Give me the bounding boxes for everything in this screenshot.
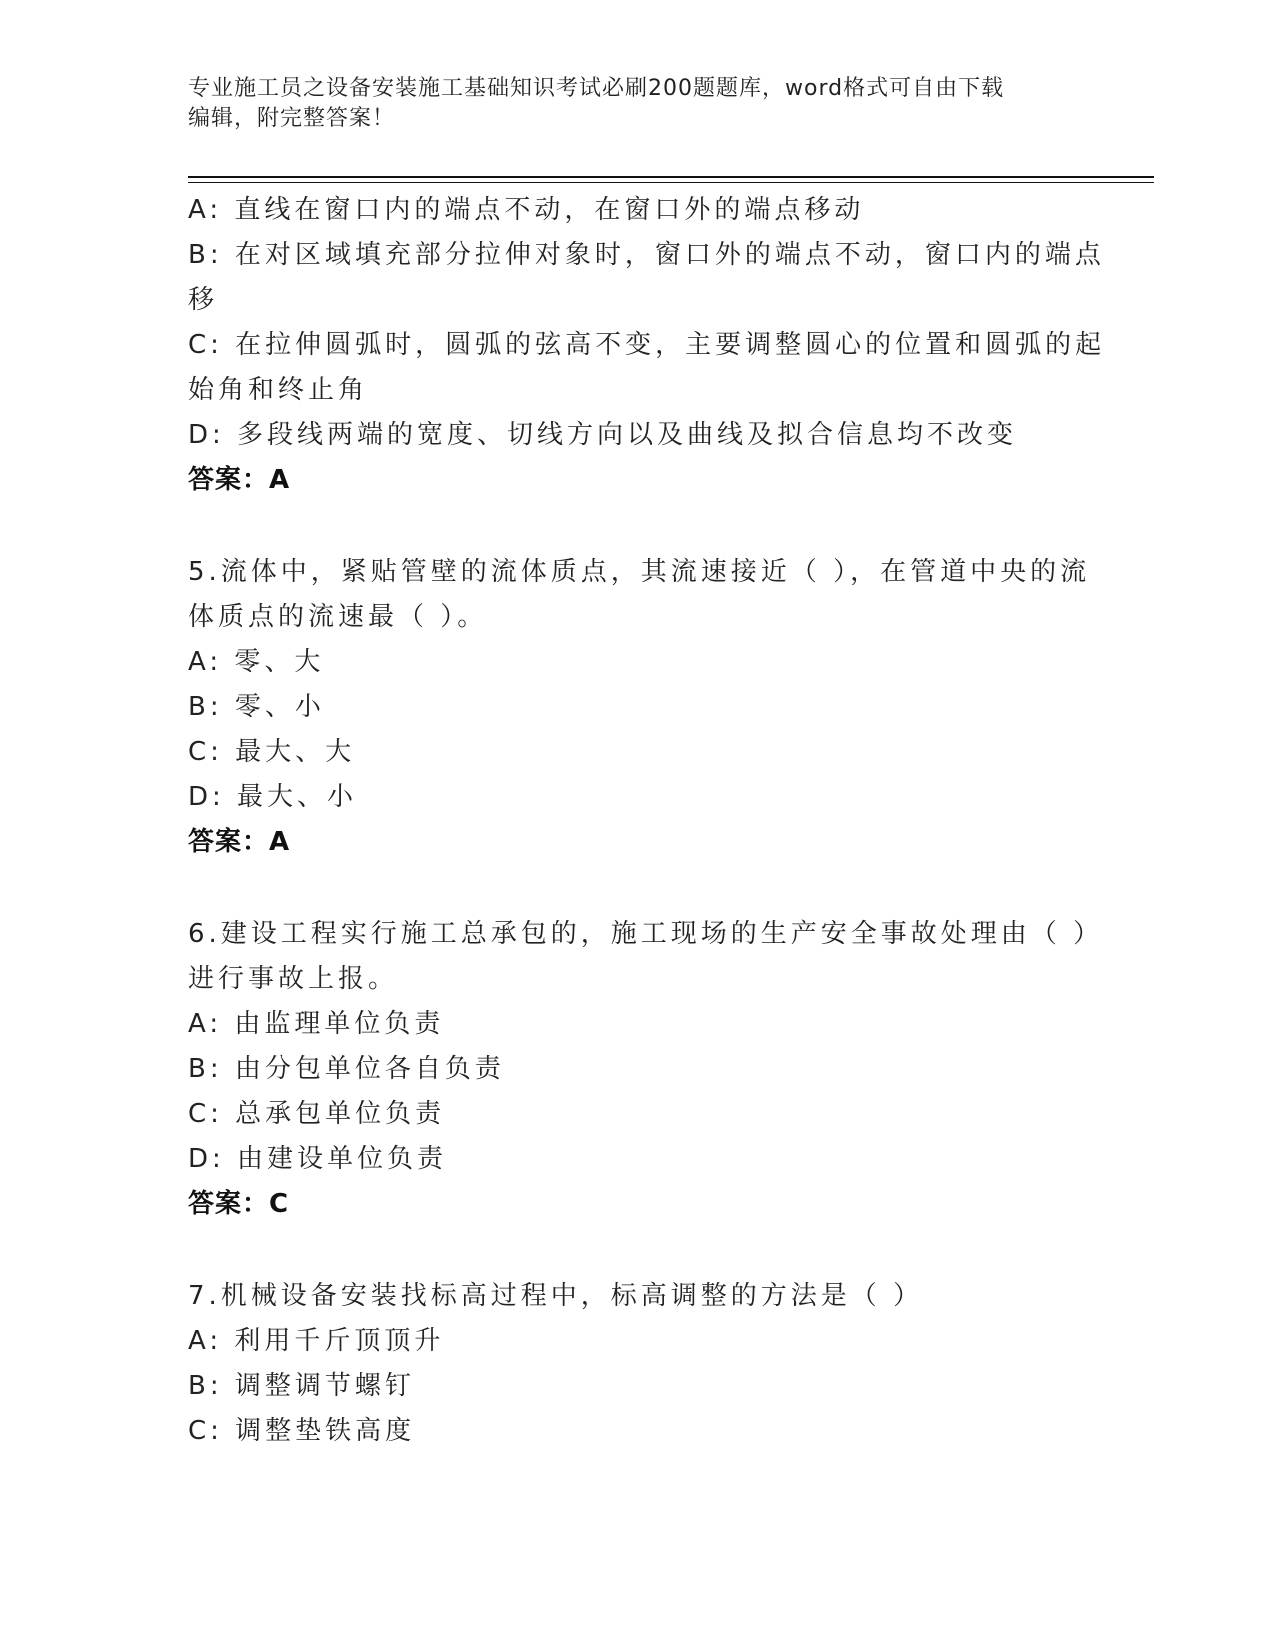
document-header: [188, 74, 1088, 134]
question-5: [188, 550, 1091, 865]
question-list: [188, 188, 1106, 1454]
question-7: [188, 1274, 1088, 1454]
header-line-1: 专业施工员之设备安装施工基础知识考试必刷200题题库，word格式可自由下载: [188, 76, 1005, 101]
option-a: A: 利用千斤顶顶升: [188, 1326, 445, 1356]
option-c: C: 总承包单位负责: [188, 1099, 446, 1129]
spacer: [188, 865, 1088, 912]
spacer: [188, 1227, 1088, 1274]
option-d: D: 多段线两端的宽度、切线方向以及曲线及拟合信息均不改变: [188, 420, 1018, 450]
option-b: B: 调整调节螺钉: [188, 1371, 415, 1401]
question-6: [188, 912, 1104, 1227]
option-c-line-1: C: 在拉伸圆弧时，圆弧的弦高不变，主要调整圆心的位置和圆弧的起: [188, 330, 1106, 360]
question-stem-line-2: 体质点的流速最（ ）。: [188, 602, 488, 632]
header-divider-thick: [188, 176, 1154, 178]
question-stem-line-1: 6.建设工程实行施工总承包的，施工现场的生产安全事故处理由（ ）: [188, 919, 1104, 949]
answer: 答案：C: [188, 1189, 290, 1219]
header-line-2: 编辑，附完整答案！: [188, 106, 396, 131]
question-stem-line-2: 进行事故上报。: [188, 964, 399, 994]
question-stem-line-1: 5.流体中，紧贴管壁的流体质点，其流速接近（ ），在管道中央的流: [188, 557, 1091, 587]
header-divider-thin: [188, 182, 1154, 183]
option-c: C: 调整垫铁高度: [188, 1416, 416, 1446]
option-d: D: 最大、小: [188, 782, 358, 812]
option-c: C: 最大、大: [188, 737, 356, 767]
option-b-line-2: 移: [188, 285, 219, 315]
answer: 答案：A: [188, 465, 291, 495]
option-a: A: 由监理单位负责: [188, 1009, 445, 1039]
option-b: B: 零、小: [188, 692, 325, 722]
option-b: B: 由分包单位各自负责: [188, 1054, 505, 1084]
answer: 答案：A: [188, 827, 291, 857]
option-c-line-2: 始角和终止角: [188, 375, 369, 405]
option-a: A: 直线在窗口内的端点不动，在窗口外的端点移动: [188, 195, 865, 225]
question-stem-line-1: 7.机械设备安装找标高过程中，标高调整的方法是（ ）: [188, 1281, 924, 1311]
option-b-line-1: B: 在对区域填充部分拉伸对象时，窗口外的端点不动，窗口内的端点: [188, 240, 1105, 270]
option-a: A: 零、大: [188, 647, 325, 677]
spacer: [188, 503, 1088, 550]
question-4: [188, 188, 1106, 503]
option-d: D: 由建设单位负责: [188, 1144, 448, 1174]
